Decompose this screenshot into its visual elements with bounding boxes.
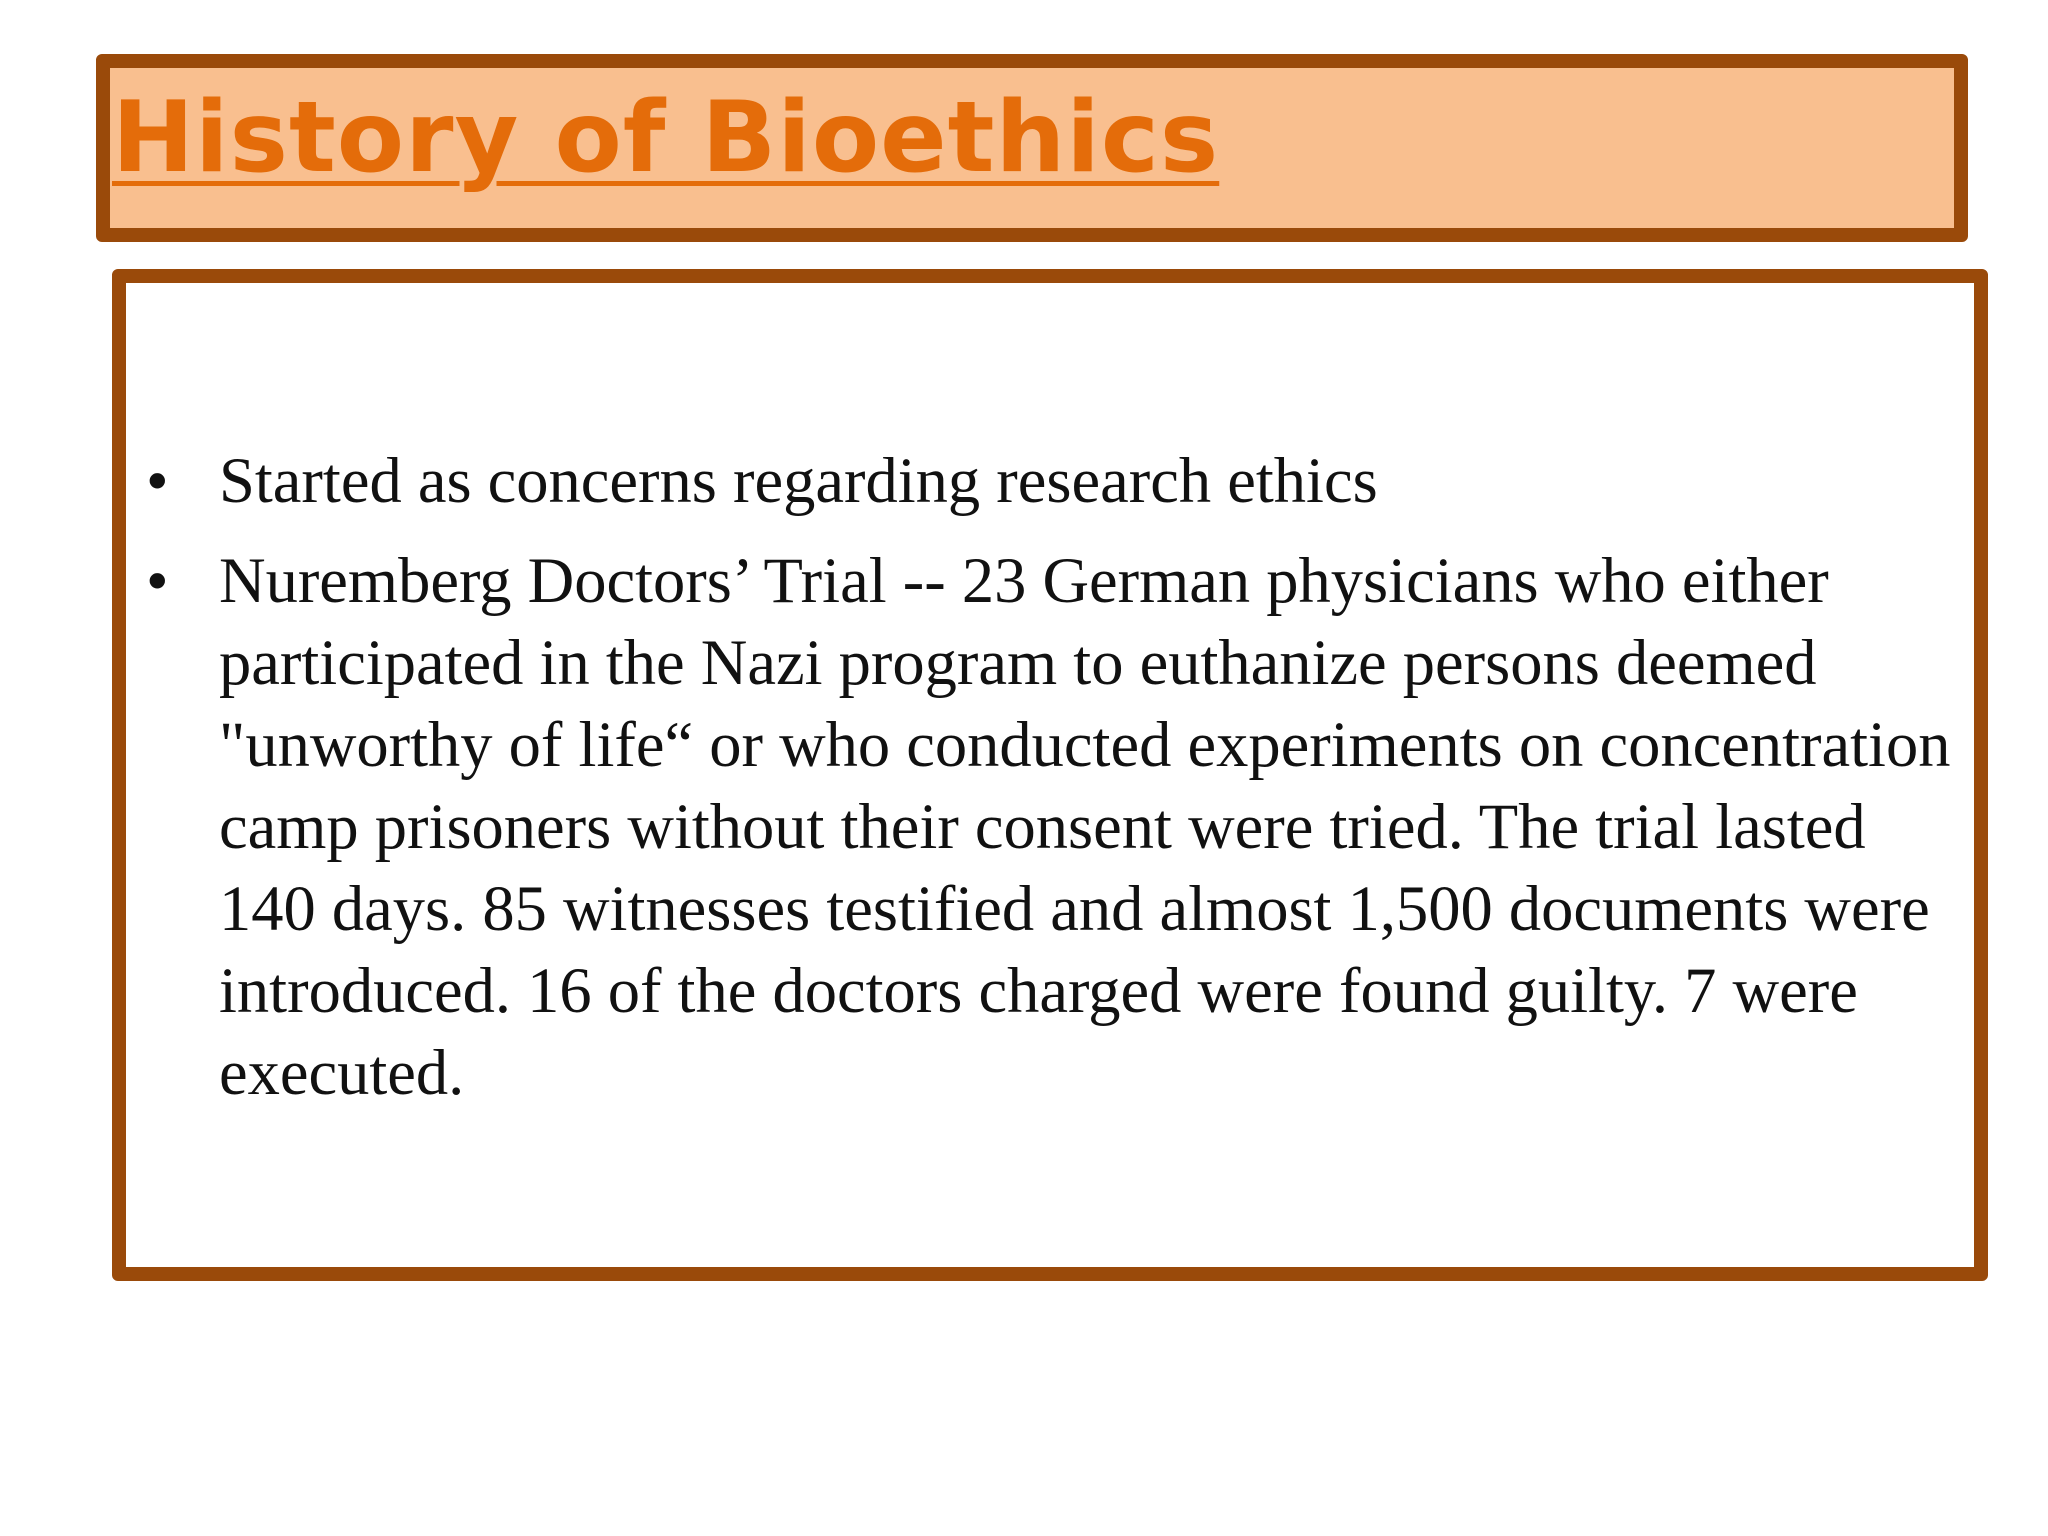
- bullet-item: [146, 540, 1976, 1114]
- bullet-item: [146, 440, 1976, 522]
- bullet-list: [146, 440, 1976, 1132]
- slide-title: History of Bioethics: [112, 81, 1220, 195]
- bullet-text: Started as concerns regarding research ethics: [219, 445, 1378, 516]
- bullet-dot-icon: •: [146, 445, 169, 516]
- bullet-text: Nuremberg Doctors’ Trial -- 23 German physicians who either participated in the Nazi program to euthanize persons deemed "unworthy of life“ or who conducted experiments on concentration camp prisoners without their consent were tried. The trial lasted 140 days. 85 witnesses testified and almost 1,500 documents were introduced. 16 of the doctors charged were found guilty. 7 were executed.: [219, 545, 1951, 1108]
- bullet-dot-icon: •: [146, 545, 169, 616]
